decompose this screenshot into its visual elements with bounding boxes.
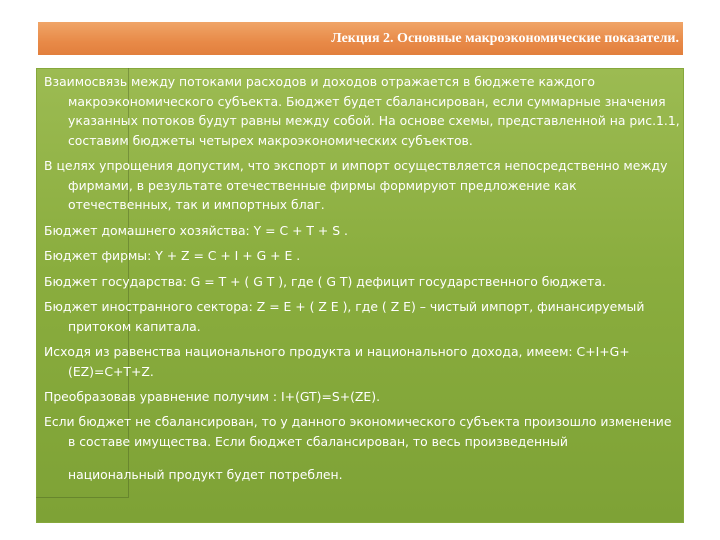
title-bar <box>38 22 683 55</box>
body-text <box>44 72 680 491</box>
paragraph-unbalanced-budget: Если бюджет не сбалансирован, то у данного экономического субъекта произошло изменение в составе имущества. Если бюджет сбалансирован, то весь произведенный <box>44 414 672 449</box>
paragraph-interrelation: Взаимосвязь между потоками расходов и доходов отражается в бюджете каждого макроэкономического субъекта. Бюджет будет сбалансирован, если суммарные значения указанных потоков будут равны между собой. На основе схемы, представленной на рис.1.1, составим бюджеты четырех макроэкономических субъектов. <box>44 74 680 148</box>
paragraph-household-budget: Бюджет домашнего хозяйства: Y = C + T + S . <box>44 222 348 238</box>
paragraph-simplification: В целях упрощения допустим, что экспорт и импорт осуществляется непосредственно между фирмами, в результате отечественные фирмы формируют предложение как отечественных, так и импортных благ. <box>44 158 668 213</box>
paragraph-equality: Исходя из равенства национального продукта и национального дохода, имеем: C+I+G+(EZ)=C+T+Z. <box>44 343 630 379</box>
slide-title: Лекция 2. Основные макроэкономические показатели. <box>331 31 679 46</box>
paragraph-last-line: национальный продукт будет потреблен. <box>68 467 343 483</box>
paragraph-foreign-sector-budget: Бюджет иностранного сектора: Z = E + ( Z E ), где ( Z E) – чистый импорт, финансируемый притоком капитала. <box>44 298 645 334</box>
paragraph-government-budget: Бюджет государства: G = T + ( G T ), где ( G T) дефицит государственного бюджета. <box>44 273 606 289</box>
paragraph-firm-budget: Бюджет фирмы: Y + Z = C + I + G + E . <box>44 248 301 264</box>
decorative-horizontal-line <box>36 497 128 498</box>
paragraph-transformed-equation: Преобразовав уравнение получим : I+(GT)=S+(ZE). <box>44 388 381 404</box>
